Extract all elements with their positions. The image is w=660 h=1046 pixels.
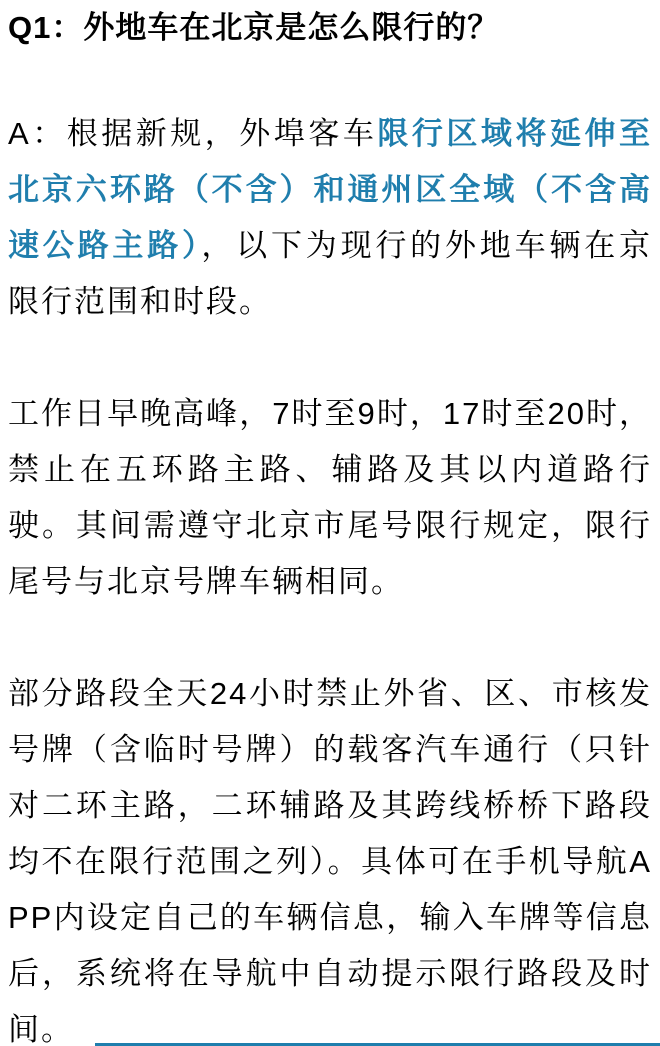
answer-paragraph <box>0 106 660 330</box>
paragraph-peak-hours-restriction: 工作日早晚高峰，7时至9时，17时至20时，禁止在五环路主路、辅路及其以内道路行驶。其间需遵守北京市尾号限行规定，限行尾号与北京号牌车辆相同。 <box>8 396 652 599</box>
question-heading: Q1：外地车在北京是怎么限行的？ <box>8 10 500 45</box>
answer-prefix: A：根据新规，外埠客车 <box>8 116 378 151</box>
paragraph-24h-ban: 部分路段全天24小时禁止外省、区、市核发号牌（含临时号牌）的载客汽车通行（只针对二环主路，二环辅路及其跨线桥桥下路段均不在限行范围之列）。具体可在手机导航APP内设定自己的车辆信息，输入车牌等信息后，系统将在导航中自动提示限行路段及时间。 <box>8 676 652 1046</box>
answer-suffix: ，以下为现行的外地车辆在京限行范围和时段。 <box>8 228 653 319</box>
answer-highlight: 限行区域将延伸至北京六环路（不含）和通州区全域（不含高速公路主路） <box>8 116 652 263</box>
